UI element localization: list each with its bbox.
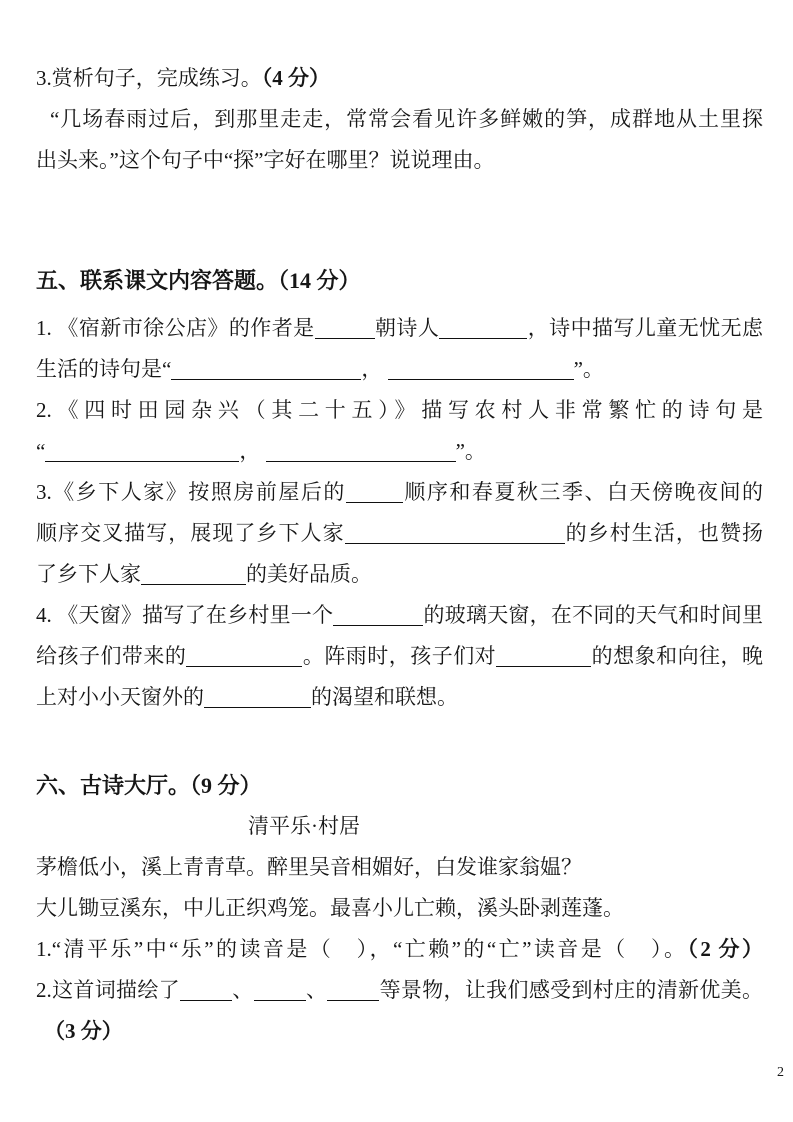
text-segment: 顺序交叉描写，展现了乡下人家 [36, 521, 345, 545]
answer-blank [388, 359, 574, 380]
text-segment: 4. 《天窗》描写了在乡村里一个 [36, 603, 334, 627]
text-segment: 清平乐·村居 [248, 814, 360, 838]
s5-item4-line2 [36, 636, 763, 677]
text-segment: 的乡村生活，也赞扬 [564, 521, 763, 545]
text-segment: 的想象和向往，晚 [591, 644, 763, 668]
answer-blank [439, 318, 527, 339]
answer-blank [315, 318, 375, 339]
answer-blank [266, 441, 456, 462]
q3-quote-line2 [36, 140, 763, 181]
answer-blank [254, 980, 306, 1001]
text-segment: 大儿锄豆溪东，中儿正织鸡笼。最喜小儿亡赖，溪头卧剥莲蓬。 [36, 896, 624, 920]
text-segment: 1.“清平乐”中“乐”的读音是（ ），“亡赖”的“亡”读音是（ ）。 [36, 937, 688, 961]
text-segment: 。阵雨时，孩子们对 [302, 644, 497, 668]
page-number: 2 [777, 1065, 784, 1080]
text-segment: 茅檐低小，溪上青青草。醉里吴音相媚好，白发谁家翁媪？ [36, 855, 582, 879]
s6-q1 [36, 929, 763, 970]
text-segment: 等景物，让我们感受到村庄的清新优美。 [379, 978, 763, 1002]
text-segment: “ [36, 439, 46, 463]
text-segment: 、 [305, 978, 328, 1002]
answer-blank [346, 482, 403, 503]
poem-line1 [36, 847, 763, 888]
s5-item3-line3 [36, 554, 763, 595]
text-segment: 3.《乡下人家》按照房前屋后的 [36, 480, 346, 504]
text-segment: 六、古诗大厅。（9 分） [36, 773, 262, 798]
s5-item4-line1 [36, 595, 763, 636]
s5-item2-line2 [36, 431, 763, 472]
section5-heading [36, 260, 763, 301]
answer-blank [180, 980, 232, 1001]
score-label: （3 分） [44, 1019, 123, 1043]
s5-item3-line2 [36, 513, 763, 554]
q3-prompt [36, 58, 763, 99]
text-segment: 五、联系课文内容答题。（14 分） [36, 268, 361, 293]
answer-blank [333, 605, 423, 626]
answer-blank [204, 687, 311, 708]
text-segment: 、 [231, 978, 254, 1002]
text-segment: ， [239, 439, 266, 463]
s6-q2-line1 [36, 970, 763, 1011]
score-label: （4 分） [261, 66, 330, 90]
answer-blank [345, 523, 565, 544]
s5-item4-line3 [36, 677, 763, 718]
text-segment: ”。 [455, 439, 486, 463]
score-label: （2 分） [687, 937, 763, 961]
text-segment: 的玻璃天窗，在不同的天气和时间里 [423, 603, 763, 627]
answer-blank [327, 980, 379, 1001]
text-segment: 朝诗人 [374, 316, 440, 340]
answer-blank [186, 646, 302, 667]
answer-blank [171, 359, 361, 380]
text-segment: 3.赏析句子，完成练习。 [36, 66, 262, 90]
section6-heading [36, 765, 763, 806]
answer-blank [45, 441, 239, 462]
text-segment: 的渴望和联想。 [311, 685, 458, 709]
text-segment: 出头来。”这个句子中“探”字好在哪里？说说理由。 [36, 148, 495, 172]
s5-item1-line1 [36, 308, 763, 349]
text-segment: 2.这首词描绘了 [36, 978, 180, 1002]
s6-q2-score [36, 1011, 763, 1052]
q3-quote-line1 [36, 99, 763, 140]
text-segment: 顺序和春夏秋三季、白天傍晚夜间的 [402, 480, 763, 504]
poem-line2 [36, 888, 763, 929]
text-segment: 了乡下人家 [36, 562, 141, 586]
text-segment: 1. 《宿新市徐公店》的作者是 [36, 316, 315, 340]
text-segment: 给孩子们带来的 [36, 644, 187, 668]
text-segment: 的美好品质。 [246, 562, 372, 586]
text-segment: ， [361, 357, 388, 381]
answer-blank [496, 646, 591, 667]
s5-item3-line1 [36, 472, 763, 513]
text-segment: ”。 [573, 357, 604, 381]
answer-blank [141, 564, 246, 585]
document-content [36, 58, 763, 1052]
text-segment: ，诗中描写儿童无忧无虑 [527, 316, 763, 340]
text-segment: 生活的诗句是“ [36, 357, 172, 381]
text-segment: “几场春雨过后，到那里走走，常常会看见许多鲜嫩的笋，成群地从土里探 [50, 107, 763, 131]
text-segment: 2.《四时田园杂兴（其二十五）》描写农村人非常繁忙的诗句是 [36, 398, 763, 422]
s5-item1-line2 [36, 349, 763, 390]
poem-title [36, 806, 763, 847]
text-segment: 上对小小天窗外的 [36, 685, 204, 709]
s5-item2-line1 [36, 390, 763, 431]
